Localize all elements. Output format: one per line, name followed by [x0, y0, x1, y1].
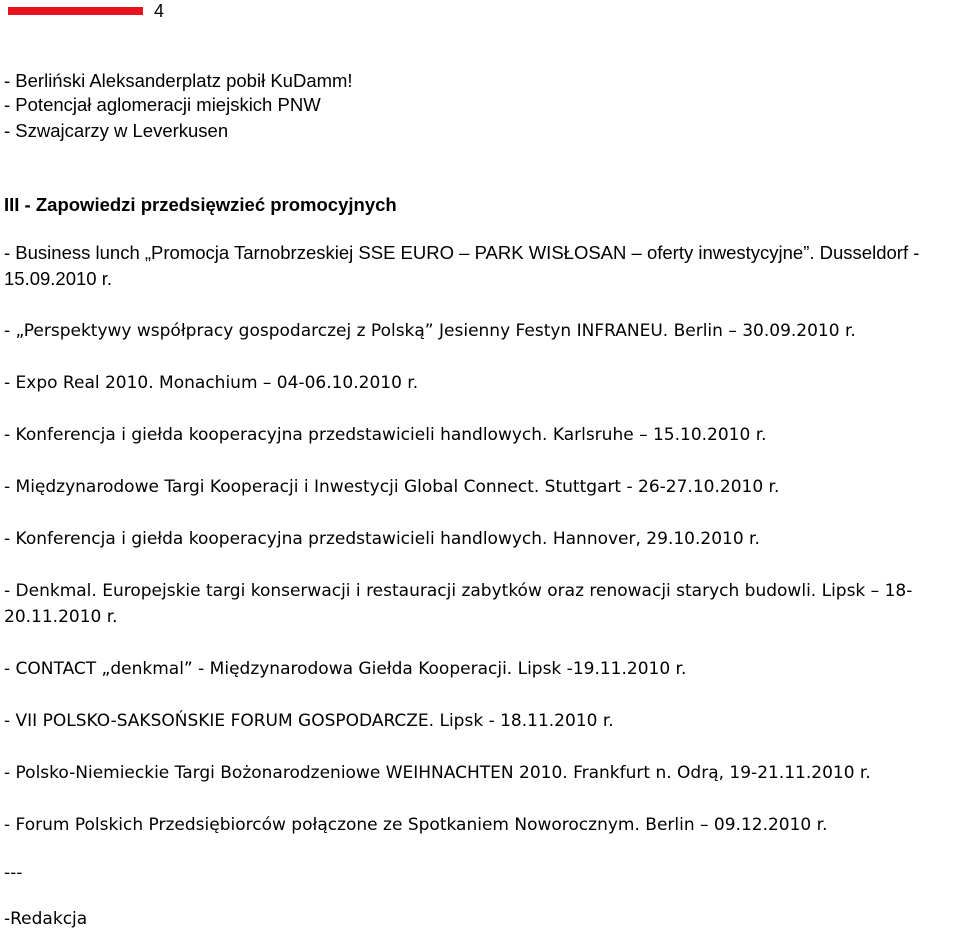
news-item: - Potencjał aglomeracji miejskich PNW [4, 94, 321, 115]
event-item: - Forum Polskich Przedsiębiorców połączone ze Spotkaniem Noworocznym. Berlin – 09.12.2010 r. [4, 815, 828, 835]
event-item: - „Perspektywy współpracy gospodarczej z Polską” Jesienny Festyn INFRANEU. Berlin – 30.09.2010 r. [4, 321, 856, 341]
news-item: - Berliński Aleksanderplatz pobił KuDamm! [4, 70, 353, 91]
event-item: - Business lunch „Promocja Tarnobrzeskiej SSE EURO – PARK WISŁOSAN – oferty inwestycyjne”. Dusseldorf - [4, 242, 920, 263]
event-item: - VII POLSKO-SAKSOŃSKIE FORUM GOSPODARCZE. Lipsk - 18.11.2010 r. [4, 711, 614, 731]
event-item: - Denkmal. Europejskie targi konserwacji i restauracji zabytków oraz renowacji starych budowli. Lipsk – 18- [4, 581, 913, 601]
event-item: - CONTACT „denkmal” - Międzynarodowa Giełda Kooperacji. Lipsk -19.11.2010 r. [4, 659, 687, 679]
event-item-continued: 20.11.2010 r. [4, 607, 118, 627]
event-item: - Polsko-Niemieckie Targi Bożonarodzeniowe WEIHNACHTEN 2010. Frankfurt n. Odrą, 19-21.11.2010 r. [4, 763, 871, 783]
signature: -Redakcja [4, 909, 88, 929]
section-heading: III - Zapowiedzi przedsięwzieć promocyjnych [4, 194, 397, 215]
event-item: - Expo Real 2010. Monachium – 04-06.10.2010 r. [4, 373, 419, 393]
event-item: - Konferencja i giełda kooperacyjna przedstawicieli handlowych. Hannover, 29.10.2010 r. [4, 529, 760, 549]
footer-separator: --- [4, 863, 23, 883]
event-item-continued: 15.09.2010 r. [4, 268, 113, 289]
event-item: - Konferencja i giełda kooperacyjna przedstawicieli handlowych. Karlsruhe – 15.10.2010 r. [4, 425, 767, 445]
event-item: - Międzynarodowe Targi Kooperacji i Inwestycji Global Connect. Stuttgart - 26-27.10.2010 r. [4, 477, 780, 497]
news-item: - Szwajcarzy w Leverkusen [4, 120, 229, 141]
header-accent-bar [8, 7, 143, 15]
page-number: 4 [154, 1, 165, 21]
